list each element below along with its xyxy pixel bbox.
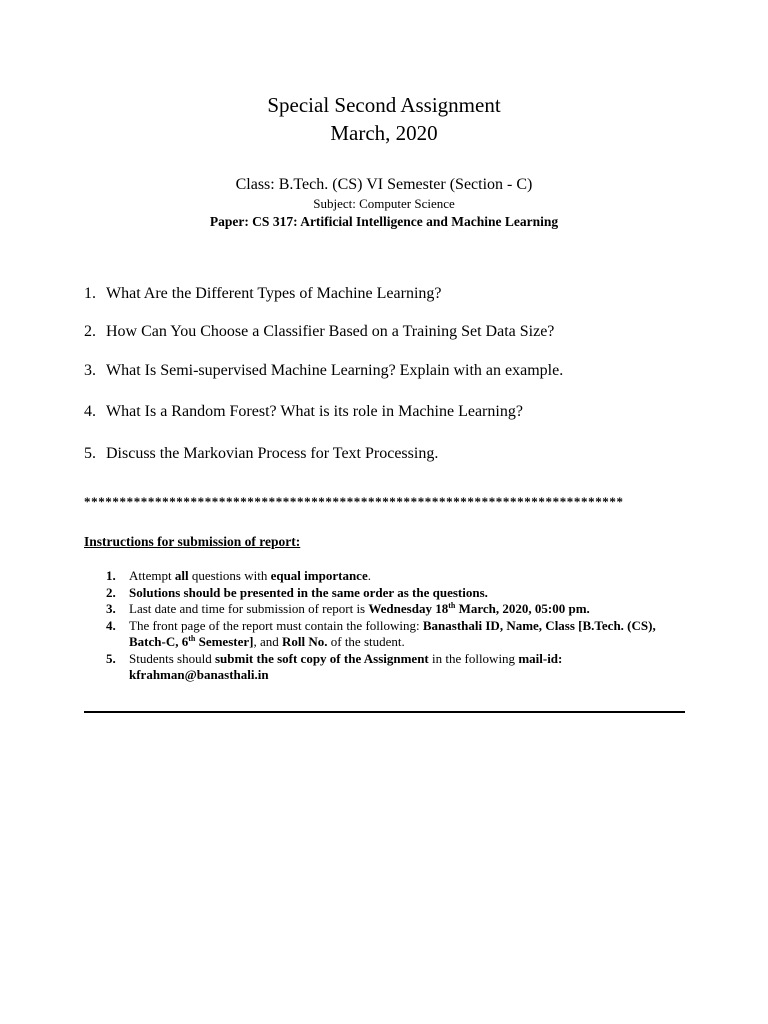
question-text: How Can You Choose a Classifier Based on a Training Set Data Size? <box>106 323 555 340</box>
question-text: What Are the Different Types of Machine Learning? <box>106 285 442 302</box>
paper-info: Paper: CS 317: Artificial Intelligence and Machine Learning <box>209 214 559 229</box>
question-item <box>84 322 554 342</box>
question-item <box>84 444 438 464</box>
instruction-number: 5. <box>106 650 116 666</box>
separator-stars: **************************************************************************** <box>84 494 624 509</box>
question-item <box>84 402 523 422</box>
question-item <box>84 361 563 381</box>
instruction-item <box>106 651 686 684</box>
instruction-text: Last date and time for submission of report is <box>129 601 369 616</box>
question-number: 3. <box>84 362 96 379</box>
instruction-bold: Wednesday 18 <box>368 601 449 616</box>
instruction-bold: submit the soft copy of the Assignment <box>214 650 429 666</box>
question-number: 4. <box>84 403 96 420</box>
instruction-text: questions with <box>188 568 271 583</box>
subject-info: Subject: Computer Science <box>313 196 455 211</box>
question-number: 1. <box>84 285 96 302</box>
instruction-item <box>106 568 686 585</box>
question-item <box>84 284 442 304</box>
question-text: What Is a Random Forest? What is its role in Machine Learning? <box>106 403 523 420</box>
instruction-bold: Banasthali ID, Name, Class [B.Tech. (CS), Batch-C, 6 <box>129 617 656 649</box>
instruction-text: , and <box>253 634 282 649</box>
bottom-divider <box>84 711 685 713</box>
instruction-bold: equal importance <box>270 568 368 583</box>
instruction-number: 4. <box>106 617 116 633</box>
instruction-bold: Semester] <box>195 634 254 649</box>
class-info: Class: B.Tech. (CS) VI Semester (Section - C) <box>235 176 533 193</box>
document-title: Special Second Assignment <box>267 93 501 117</box>
instructions-heading: Instructions for submission of report: <box>84 534 301 549</box>
instruction-text: in the following <box>428 650 519 666</box>
question-number: 2. <box>84 323 96 340</box>
submission-email: mail-id: kfrahman@banasthali.in <box>129 650 563 682</box>
instruction-text: of the student. <box>327 634 405 649</box>
instruction-item <box>106 618 686 651</box>
instruction-text: . <box>367 568 371 583</box>
ordinal-superscript: th <box>448 601 456 610</box>
instruction-bold: Roll No. <box>281 634 328 649</box>
instruction-number: 3. <box>106 601 116 616</box>
instruction-number: 1. <box>106 568 116 583</box>
instructions-list <box>106 568 686 684</box>
instruction-number: 2. <box>106 584 116 600</box>
instruction-item <box>106 585 686 602</box>
instruction-text: Attempt <box>129 568 175 583</box>
ordinal-superscript: th <box>188 634 196 643</box>
instruction-item <box>106 601 686 618</box>
instruction-bold: all <box>174 568 189 583</box>
question-text: What Is Semi-supervised Machine Learning? Explain with an example. <box>106 362 564 379</box>
document-date: March, 2020 <box>330 121 438 145</box>
instruction-bold: March, 2020, 05:00 pm. <box>455 601 590 616</box>
instruction-text: Students should <box>129 650 215 666</box>
question-number: 5. <box>84 445 96 462</box>
instruction-text: The front page of the report must contain the following: <box>129 617 423 633</box>
question-text: Discuss the Markovian Process for Text Processing. <box>106 445 439 462</box>
instruction-bold: Solutions should be presented in the same order as the questions. <box>129 584 488 600</box>
